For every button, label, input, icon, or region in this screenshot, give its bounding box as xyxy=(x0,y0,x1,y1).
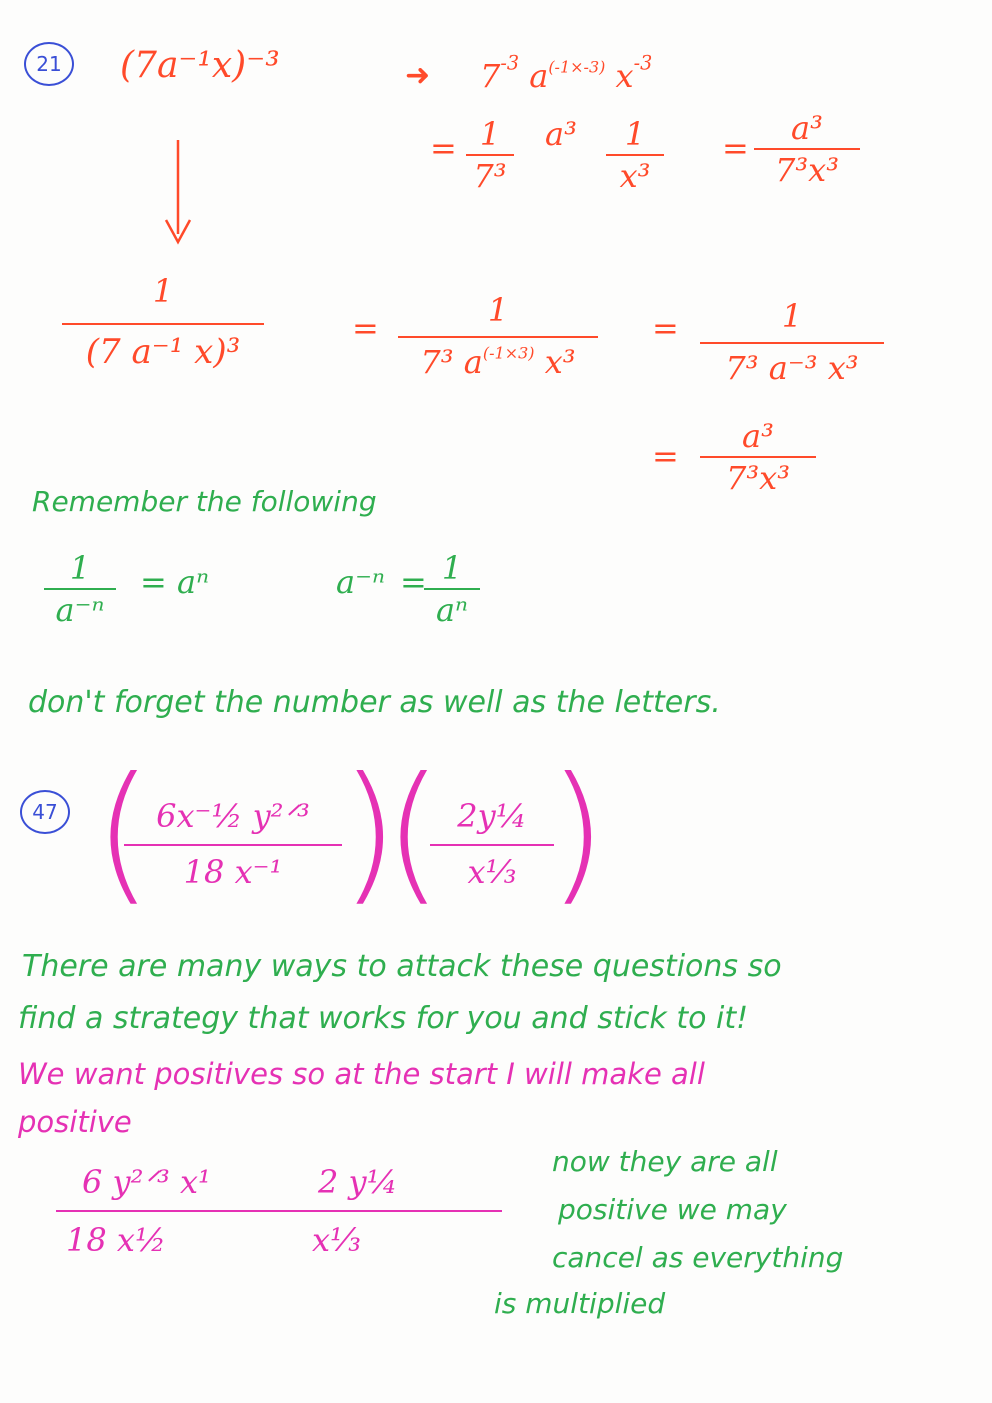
numerator: a³ xyxy=(791,109,823,147)
route-b-result xyxy=(700,417,816,497)
denominator: aⁿ xyxy=(435,591,469,629)
eq-sign: = xyxy=(400,563,427,601)
denominator: 7³ xyxy=(473,157,507,195)
strategy-line-2: find a strategy that works for you and stick to it! xyxy=(18,1001,749,1036)
numerator: 2y¼ xyxy=(457,797,527,835)
den-part: 7³ a xyxy=(420,343,483,381)
positives-line-1: We want positives so at the start I will make all xyxy=(18,1057,705,1091)
denominator: 7³ a⁻³ x³ xyxy=(725,349,859,387)
problem-number-text: 21 xyxy=(36,52,62,76)
exp: -3 xyxy=(633,51,653,75)
numerator: 1 xyxy=(479,115,501,153)
den-part: x³ xyxy=(544,343,576,381)
arrow-down-icon xyxy=(160,138,196,248)
base-7: 7 xyxy=(480,57,501,95)
problem-number-text: 47 xyxy=(32,800,58,824)
numerator: 1 xyxy=(624,115,646,153)
problem-21-expression: (7a⁻¹x)⁻³ xyxy=(120,45,280,86)
right-paren-2: ) xyxy=(548,746,607,920)
denominator xyxy=(420,343,576,381)
problem-number-21 xyxy=(24,42,74,86)
dont-forget-note: don't forget the number as well as the letters. xyxy=(28,685,721,720)
numerator: 1 xyxy=(69,549,91,587)
cancel-note-line-1: now they are all xyxy=(552,1145,778,1178)
denominator: x⅓ xyxy=(467,853,517,891)
strategy-line-1: There are many ways to attack these questions so xyxy=(22,949,782,984)
eq-sign: = xyxy=(652,309,679,347)
positive-expr-num-b: 2 y¼ xyxy=(318,1163,398,1201)
exp: (-1×-3) xyxy=(548,57,606,77)
numerator: 6x⁻½ y²ᐟ³ xyxy=(156,797,310,835)
right-paren-1: ) xyxy=(340,746,399,920)
positive-expr-den-b: x⅓ xyxy=(312,1221,362,1259)
numerator: 1 xyxy=(487,291,509,329)
eq-sign: = xyxy=(722,129,749,167)
numerator: a³ xyxy=(742,417,774,455)
denominator: x³ xyxy=(619,157,651,195)
problem-number-47 xyxy=(20,790,70,834)
arrow-right-icon: ➜ xyxy=(405,58,431,93)
rule-2-lhs: a⁻ⁿ xyxy=(336,563,385,601)
rule-2-fraction xyxy=(424,549,480,629)
denominator: 18 x⁻¹ xyxy=(183,853,283,891)
fraction-1-over-xcubed xyxy=(606,115,664,195)
positive-expr-fraction-bar xyxy=(56,1210,502,1212)
base-a: a xyxy=(529,57,549,95)
numerator: 1 xyxy=(152,272,174,310)
denominator: 7³x³ xyxy=(725,459,791,497)
route-b-step2 xyxy=(398,291,598,381)
positive-expr-num-a: 6 y²ᐟ³ x¹ xyxy=(82,1163,211,1201)
route-b-step1 xyxy=(62,272,264,372)
eq-sign: = xyxy=(352,309,379,347)
route-b-step3 xyxy=(700,297,884,387)
route-a-step1 xyxy=(480,51,653,95)
positives-line-2: positive xyxy=(18,1105,132,1139)
remember-heading: Remember the following xyxy=(32,485,377,518)
fraction-1-over-7cubed xyxy=(466,115,514,195)
base-x: x xyxy=(615,57,634,95)
cancel-note-line-2: positive we may xyxy=(558,1193,787,1226)
route-a-result xyxy=(754,109,860,189)
numerator: 1 xyxy=(441,549,463,587)
cancel-note-line-3: cancel as everything xyxy=(552,1241,844,1274)
eq-sign: = xyxy=(430,129,457,167)
problem-47-fraction-2 xyxy=(430,797,554,891)
denominator: (7 a⁻¹ x)³ xyxy=(85,332,241,372)
rule-1-fraction xyxy=(44,549,116,629)
left-paren-1: ( xyxy=(94,746,153,920)
eq-sign: = xyxy=(652,437,679,475)
rule-1-rhs: = aⁿ xyxy=(140,563,210,601)
a-cubed: a³ xyxy=(545,115,577,153)
left-paren-2: ( xyxy=(384,746,443,920)
denominator: 7³x³ xyxy=(774,151,840,189)
numerator: 1 xyxy=(781,297,803,335)
denominator: a⁻ⁿ xyxy=(55,591,105,629)
den-exp: (-1×3) xyxy=(482,343,535,363)
exp: -3 xyxy=(500,51,520,75)
positive-expr-den-a: 18 x½ xyxy=(66,1221,166,1259)
problem-47-fraction-1 xyxy=(124,797,342,891)
cancel-note-line-4: is multiplied xyxy=(494,1287,666,1320)
